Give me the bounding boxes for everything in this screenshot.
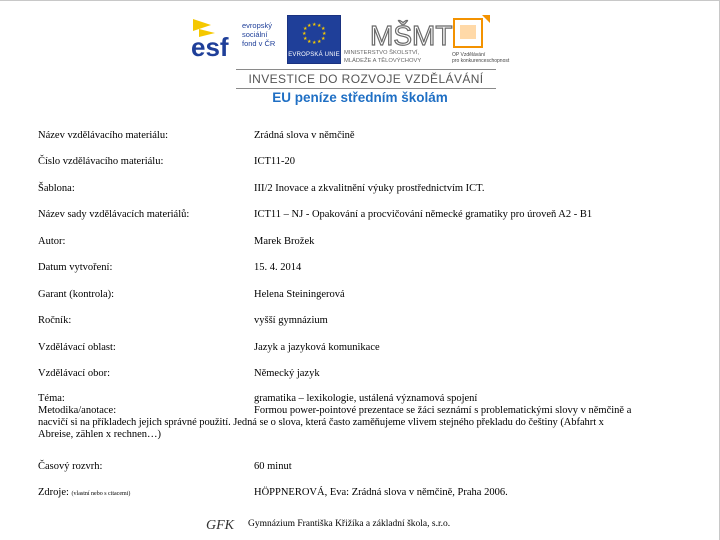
row-value: Zrádná slova v němčině	[254, 130, 355, 141]
row-label: Časový rozvrh:	[38, 461, 103, 472]
msmt-line-2: MLÁDEŽE A TĚLOVÝCHOVY	[344, 58, 422, 64]
opvk-logo	[452, 13, 492, 51]
svg-text:★: ★	[303, 26, 308, 32]
school-logo	[205, 515, 235, 533]
row-value: III/2 Inovace a zkvalitnění výuky prostřednictvím ICT.	[254, 183, 485, 194]
opvk-inner	[460, 25, 476, 39]
eu-caption: EVROPSKÁ UNIE	[288, 52, 340, 58]
row-label: Datum vytvoření:	[38, 262, 113, 273]
row-value: ICT11-20	[254, 156, 296, 167]
row-value: HÖPPNEROVÁ, Eva: Zrádná slova v němčině, Praha 2006.	[254, 487, 508, 498]
row-value: vyšší gymnázium	[254, 315, 328, 326]
svg-text:★: ★	[312, 22, 317, 28]
row-value: Jazyk a jazyková komunikace	[254, 342, 380, 353]
row-label	[38, 486, 130, 501]
opvk-line-1: OP Vzdělávání	[452, 52, 486, 58]
zdroje-note: (vlastní nebo s citacemi)	[71, 491, 131, 497]
svg-text:★: ★	[317, 39, 322, 45]
esf-triangle-top	[193, 19, 211, 31]
opvk-caption	[452, 52, 552, 64]
esf-line-3: fond v ČR	[242, 39, 276, 48]
row-label: Název sady vzdělávacích materiálů:	[38, 209, 190, 220]
row-metodika	[38, 405, 666, 417]
school-logo-mark: GFK	[206, 518, 234, 533]
zdroje-label: Zdroje:	[38, 487, 69, 498]
msmt-logo	[344, 13, 453, 65]
row-value: Německý jazyk	[254, 368, 320, 379]
msmt-line-1: MINISTERSTVO ŠKOLSTVÍ,	[344, 50, 420, 56]
esf-line-1: evropský	[242, 21, 273, 30]
msmt-mark: MŠMT	[370, 20, 453, 51]
esf-logo	[191, 15, 283, 62]
row-label: Vzdělávací obor:	[38, 368, 111, 379]
row-value: 60 minut	[254, 461, 292, 472]
row-value: ICT11 – NJ - Opakování a procvičování německé gramatiky pro úroveň A2 - B1	[254, 209, 593, 220]
row-label: Téma:	[38, 393, 65, 404]
metodika-text: Abreise, zählen x rechnen…)	[38, 429, 162, 440]
eu-stars-icon	[288, 17, 340, 53]
row-label: Šablona:	[38, 183, 75, 194]
metodika-text: nacvičí si na příkladech jejich správné použití. Jedná se o slova, která často zaměňujeme vlivem stejného překladu do češtiny (Abfahrt x	[38, 417, 604, 428]
opvk-line-2: pro konkurenceschopnost	[452, 58, 510, 64]
row-label: Autor:	[38, 236, 66, 247]
footer	[205, 515, 505, 533]
svg-text:★: ★	[321, 36, 326, 42]
row-value: Formou power-pointové prezentace se žáci seznámí s problematickými slovy v němčině a	[254, 405, 632, 416]
svg-text:★: ★	[307, 39, 312, 45]
investice-banner: INVESTICE DO ROZVOJE VZDĚLÁVÁNÍ	[236, 69, 496, 89]
opvk-corner	[482, 15, 490, 23]
frame-top-border	[0, 0, 720, 1]
page-headline: EU peníze středním školám	[272, 90, 448, 105]
row-label: Garant (kontrola):	[38, 289, 115, 300]
svg-text:★: ★	[302, 31, 307, 37]
row-value: Marek Brožek	[254, 236, 315, 247]
eu-flag-logo	[287, 15, 341, 64]
esf-line-2: sociální	[242, 30, 268, 39]
footer-school-name: Gymnázium Františka Křižíka a základní škola, s.r.o.	[248, 519, 451, 529]
row-value: gramatika – lexikologie, ustálená významová spojení	[254, 393, 478, 404]
tema-metodika-block	[38, 393, 666, 441]
svg-text:★: ★	[303, 36, 308, 42]
metodika-line-3	[38, 429, 666, 441]
row-label: Metodika/anotace:	[38, 405, 117, 416]
svg-text:★: ★	[321, 26, 326, 32]
row-label: Ročník:	[38, 315, 72, 326]
row-label: Číslo vzdělávacího materiálu:	[38, 156, 164, 167]
row-value: 15. 4. 2014	[254, 262, 302, 273]
row-label: Název vzdělávacího materiálu:	[38, 130, 169, 141]
svg-text:★: ★	[307, 23, 312, 29]
svg-text:★: ★	[322, 31, 327, 37]
row-tema	[38, 393, 666, 405]
svg-text:★: ★	[317, 23, 322, 29]
metodika-line-2	[38, 417, 666, 429]
svg-text:★: ★	[312, 40, 317, 46]
row-value: Helena Steiningerová	[254, 289, 345, 300]
esf-mark: esf	[191, 32, 229, 62]
row-label: Vzdělávací oblast:	[38, 342, 116, 353]
